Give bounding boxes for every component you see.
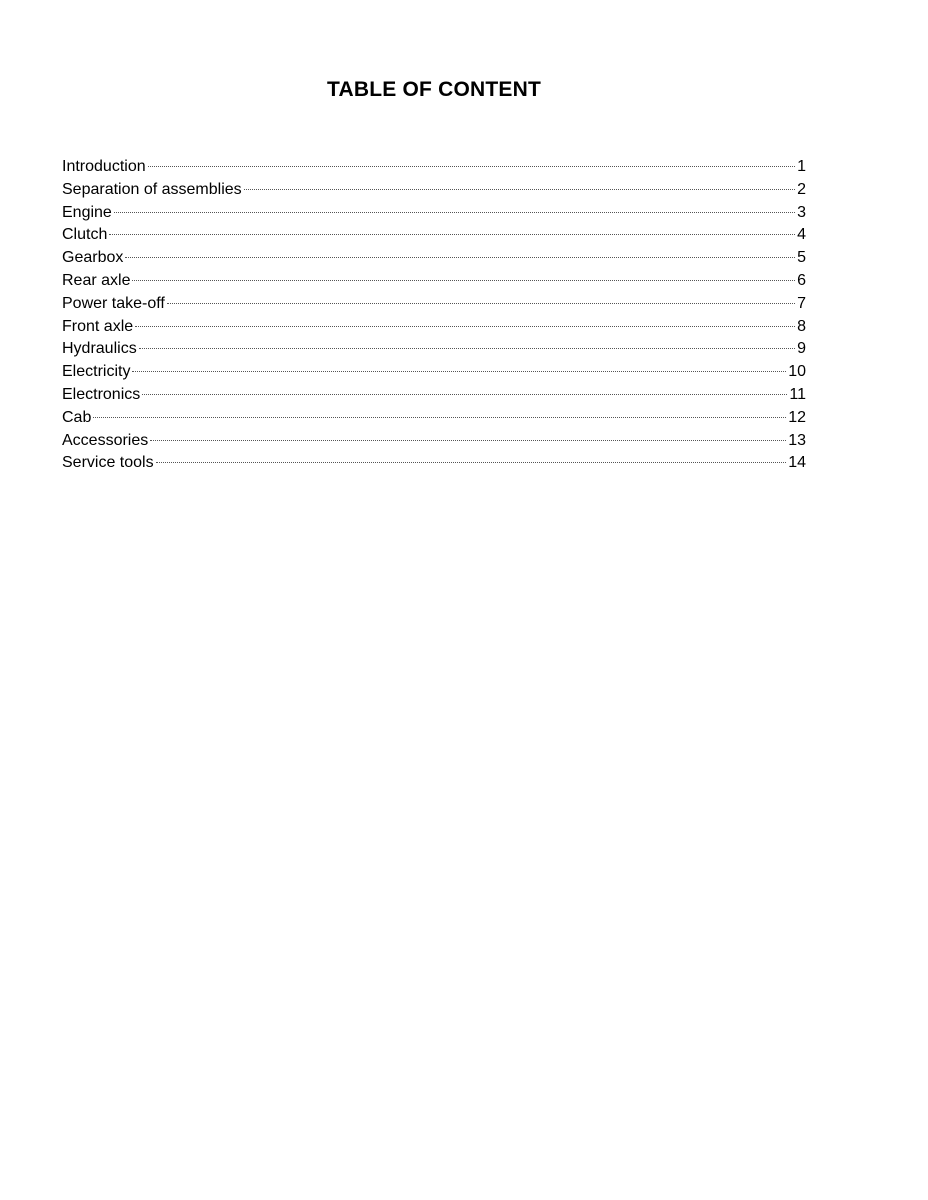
toc-entry-page: 1 <box>797 158 806 175</box>
toc-entry-page: 4 <box>797 226 806 244</box>
toc-dot-leader <box>142 394 787 395</box>
toc-entry-label: Power take-off <box>62 294 165 312</box>
toc-dot-leader <box>244 189 795 190</box>
toc-entry-label: Rear axle <box>62 271 131 289</box>
toc-entry-label: Clutch <box>62 226 108 244</box>
toc-entry[interactable] <box>62 407 806 430</box>
toc-entry-page: 14 <box>788 454 806 472</box>
toc-entry-page: 11 <box>789 385 806 403</box>
toc-entry-label: Electronics <box>62 385 141 403</box>
toc-entry[interactable] <box>62 293 806 316</box>
toc-entry[interactable] <box>62 430 806 453</box>
toc-entry-label: Electricity <box>62 363 131 381</box>
toc-entry-label: Service tools <box>62 454 154 472</box>
toc-entry-page: 7 <box>797 294 806 312</box>
toc-entry[interactable] <box>62 270 806 293</box>
toc-entry[interactable] <box>62 224 806 247</box>
toc-dot-leader <box>135 326 795 327</box>
toc-dot-leader <box>167 303 795 304</box>
toc-entry[interactable] <box>62 316 806 339</box>
toc-entry[interactable] <box>62 452 806 475</box>
toc-dot-leader <box>109 234 795 235</box>
page-title: TABLE OF CONTENT <box>327 78 541 101</box>
toc-entry-label: Front axle <box>62 317 134 335</box>
toc-entry[interactable] <box>62 202 806 225</box>
toc-dot-leader <box>150 440 786 441</box>
toc-dot-leader <box>132 371 786 372</box>
toc-entry-page: 6 <box>797 271 806 289</box>
toc-entry-page: 8 <box>797 317 806 335</box>
toc-dot-leader <box>139 348 795 349</box>
toc-entry-page: 2 <box>797 180 806 198</box>
toc-entry-page: 3 <box>797 203 806 221</box>
toc-entry[interactable] <box>62 361 806 384</box>
table-of-contents <box>62 156 806 475</box>
toc-entry-page: 12 <box>788 408 806 426</box>
toc-dot-leader <box>148 166 795 167</box>
toc-entry-label: Separation of assemblies <box>62 180 242 198</box>
toc-entry-label: Introduction <box>62 158 146 175</box>
toc-entry-label: Cab <box>62 408 92 426</box>
toc-entry-page: 5 <box>797 249 806 267</box>
toc-entry[interactable] <box>62 156 806 179</box>
toc-dot-leader <box>132 280 795 281</box>
toc-entry-page: 9 <box>797 340 806 358</box>
toc-entry[interactable] <box>62 247 806 270</box>
toc-dot-leader <box>114 212 795 213</box>
toc-dot-leader <box>125 257 795 258</box>
toc-entry[interactable] <box>62 179 806 202</box>
toc-dot-leader <box>93 417 786 418</box>
toc-entry-label: Engine <box>62 203 112 221</box>
toc-entry[interactable] <box>62 338 806 361</box>
toc-dot-leader <box>156 462 787 463</box>
toc-entry[interactable] <box>62 384 806 407</box>
toc-entry-label: Accessories <box>62 431 149 449</box>
toc-entry-label: Gearbox <box>62 249 124 267</box>
toc-entry-label: Hydraulics <box>62 340 137 358</box>
toc-entry-page: 13 <box>788 431 806 449</box>
toc-entry-page: 10 <box>788 363 806 381</box>
